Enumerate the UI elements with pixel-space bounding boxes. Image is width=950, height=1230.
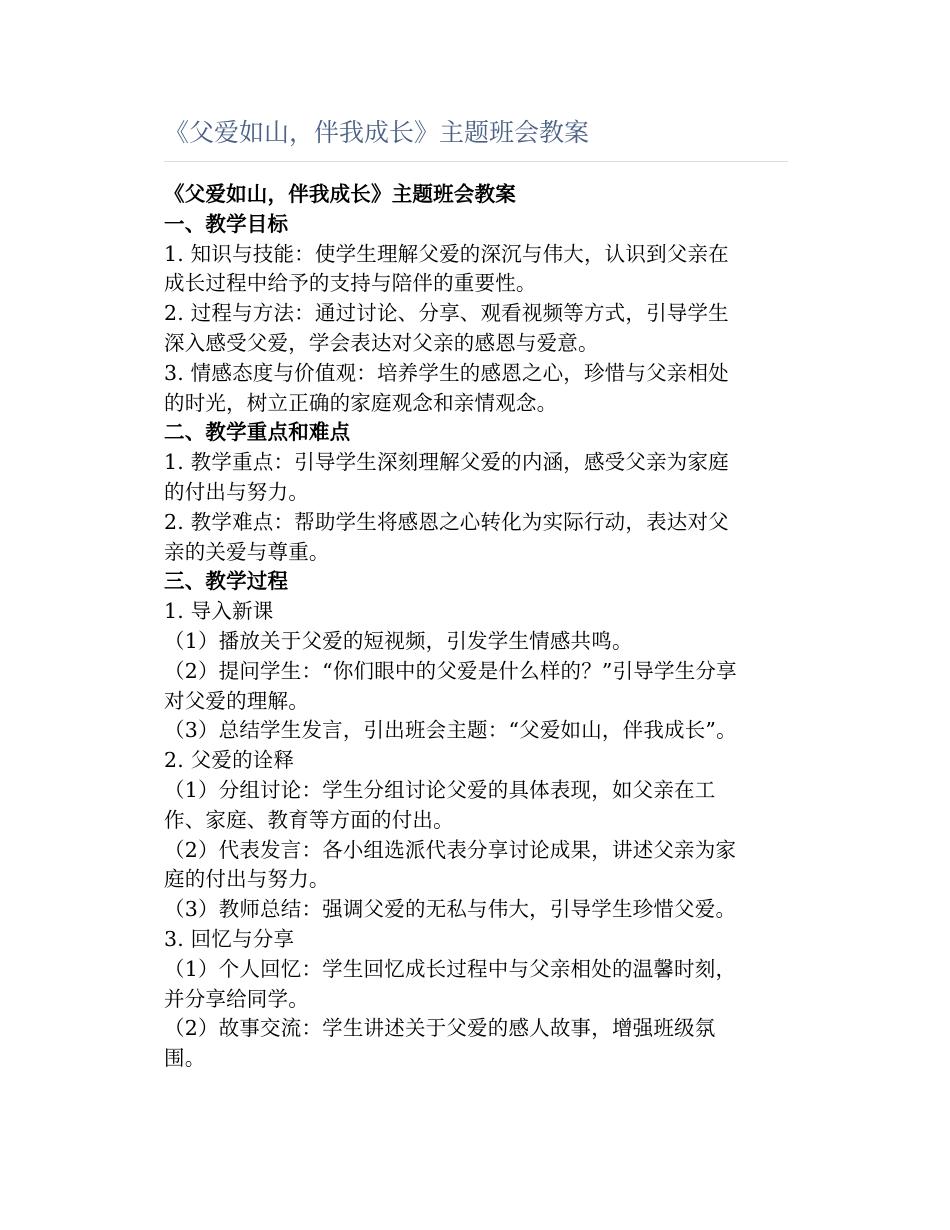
text-line: 亲的关爱与尊重。 bbox=[164, 539, 330, 564]
text-line: 1. 导入新课 bbox=[164, 599, 274, 624]
text-line: 3. 情感态度与价值观：培养学生的感恩之心，珍惜与父亲相处 bbox=[164, 360, 729, 385]
text-line: 2. 教学难点：帮助学生将感恩之心转化为实际行动，表达对父 bbox=[164, 509, 729, 534]
text-line: 围。 bbox=[164, 1046, 206, 1071]
section-heading: 二、教学重点和难点 bbox=[164, 420, 351, 445]
text-line: 1. 知识与技能：使学生理解父爱的深沉与伟大，认识到父亲在 bbox=[164, 241, 729, 266]
title-divider bbox=[164, 161, 788, 162]
text-line: 作、家庭、教育等方面的付出。 bbox=[164, 807, 454, 832]
text-line: 的时光，树立正确的家庭观念和亲情观念。 bbox=[164, 390, 558, 415]
section-heading: 《父爱如山，伴我成长》主题班会教案 bbox=[164, 182, 516, 206]
section-heading: 三、教学过程 bbox=[164, 569, 289, 594]
text-line: （3）总结学生发言，引出班会主题：“父爱如山，伴我成长”。 bbox=[164, 718, 737, 743]
text-line: 1. 教学重点：引导学生深刻理解父爱的内涵，感受父亲为家庭 bbox=[164, 450, 729, 475]
section-heading: 一、教学目标 bbox=[164, 211, 289, 236]
text-line: （2）代表发言：各小组选派代表分享讨论成果，讲述父亲为家 bbox=[164, 837, 737, 862]
text-line: 成长过程中给予的支持与陪伴的重要性。 bbox=[164, 271, 537, 296]
document-body bbox=[164, 180, 788, 1074]
text-line: 深入感受父爱，学会表达对父亲的感恩与爱意。 bbox=[164, 330, 599, 355]
text-line: （3）教师总结：强调父爱的无私与伟大，引导学生珍惜父爱。 bbox=[164, 897, 737, 922]
text-line: （1）播放关于父爱的短视频，引发学生情感共鸣。 bbox=[164, 628, 633, 653]
text-line: （2）提问学生：“你们眼中的父爱是什么样的？”引导学生分享 bbox=[164, 658, 737, 683]
page-title: 《父爱如山，伴我成长》主题班会教案 bbox=[164, 118, 590, 147]
text-line: 的付出与努力。 bbox=[164, 479, 309, 504]
text-line: 对父爱的理解。 bbox=[164, 688, 309, 713]
text-line: （1）分组讨论：学生分组讨论父爱的具体表现，如父亲在工 bbox=[164, 777, 716, 802]
text-line: 庭的付出与努力。 bbox=[164, 867, 330, 892]
text-line: （1）个人回忆：学生回忆成长过程中与父亲相处的温馨时刻， bbox=[164, 956, 737, 981]
text-line: 2. 过程与方法：通过讨论、分享、观看视频等方式，引导学生 bbox=[164, 301, 729, 326]
text-line: 并分享给同学。 bbox=[164, 986, 309, 1011]
text-line: （2）故事交流：学生讲述关于父爱的感人故事，增强班级氛 bbox=[164, 1016, 716, 1041]
text-line: 2. 父爱的诠释 bbox=[164, 748, 295, 773]
text-line: 3. 回忆与分享 bbox=[164, 926, 295, 951]
